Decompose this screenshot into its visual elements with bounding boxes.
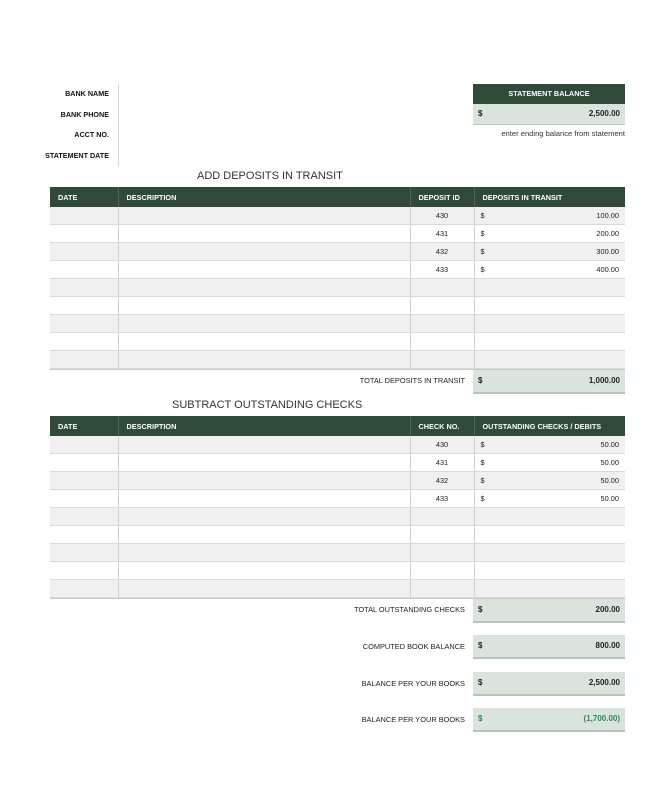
table-row xyxy=(50,562,625,580)
table-row xyxy=(50,225,625,243)
check-description-cell[interactable] xyxy=(118,580,410,598)
table-row xyxy=(50,580,625,598)
check-description-cell[interactable] xyxy=(118,472,410,490)
statement-balance-header: STATEMENT BALANCE xyxy=(473,84,625,104)
check-description-cell[interactable] xyxy=(118,454,410,472)
deposit-id-cell[interactable] xyxy=(410,297,474,315)
check-id-cell[interactable] xyxy=(410,544,474,562)
currency-symbol: $ xyxy=(480,211,485,220)
deposit-description-cell[interactable] xyxy=(118,279,410,297)
deposit-id-cell[interactable] xyxy=(410,315,474,333)
deposit-id-cell[interactable]: 431 xyxy=(410,225,474,243)
balance-per-books-field[interactable] xyxy=(473,672,625,696)
bank-phone-label: BANK PHONE xyxy=(60,109,109,119)
deposit-description-cell[interactable] xyxy=(118,333,410,351)
deposit-date-cell[interactable] xyxy=(50,261,118,279)
statement-balance-note: enter ending balance from statement xyxy=(501,129,625,138)
currency-symbol: $ xyxy=(478,605,483,614)
table-row xyxy=(50,207,625,225)
currency-symbol: $ xyxy=(480,494,485,503)
computed-book-balance-label: COMPUTED BOOK BALANCE xyxy=(362,642,465,651)
check-amount-cell[interactable] xyxy=(474,490,625,508)
deposits-total-field xyxy=(473,370,625,394)
currency-symbol: $ xyxy=(480,247,485,256)
deposit-description-cell[interactable] xyxy=(118,261,410,279)
statement-balance-field[interactable] xyxy=(473,104,625,125)
date-column-header: DATE xyxy=(50,416,118,436)
deposit-id-cell[interactable]: 430 xyxy=(410,207,474,225)
check-amount-cell[interactable] xyxy=(474,472,625,490)
currency-symbol: $ xyxy=(478,678,483,687)
date-column-header: DATE xyxy=(50,187,118,207)
amount-value: 300.00 xyxy=(596,247,619,256)
check-id-cell[interactable] xyxy=(410,562,474,580)
deposit-date-cell[interactable] xyxy=(50,333,118,351)
check-date-cell[interactable] xyxy=(50,544,118,562)
deposit-id-column-header: DEPOSIT ID xyxy=(410,187,474,207)
check-date-cell[interactable] xyxy=(50,436,118,454)
currency-symbol: $ xyxy=(480,476,485,485)
statement-balance-box xyxy=(473,84,625,125)
checks-total-row xyxy=(50,598,625,621)
amount-value: 400.00 xyxy=(596,265,619,274)
deposits-total-value: 1,000.00 xyxy=(588,376,620,385)
table-row xyxy=(50,297,625,315)
deposits-section-title: ADD DEPOSITS IN TRANSIT xyxy=(197,170,343,182)
table-row xyxy=(50,436,625,454)
deposits-in-transit-column-header: DEPOSITS IN TRANSIT xyxy=(474,187,625,207)
currency-symbol: $ xyxy=(478,109,483,118)
deposit-date-cell[interactable] xyxy=(50,207,118,225)
description-column-header: DESCRIPTION xyxy=(118,187,410,207)
check-description-cell[interactable] xyxy=(118,436,410,454)
deposit-date-cell[interactable] xyxy=(50,297,118,315)
deposit-date-cell[interactable] xyxy=(50,315,118,333)
check-date-cell[interactable] xyxy=(50,490,118,508)
currency-symbol: $ xyxy=(478,376,483,385)
check-date-cell[interactable] xyxy=(50,508,118,526)
deposit-amount-cell[interactable] xyxy=(474,243,625,261)
computed-book-balance-value: 800.00 xyxy=(595,641,620,650)
checks-header-row xyxy=(50,416,625,436)
deposit-amount-cell[interactable] xyxy=(474,279,625,297)
check-id-cell[interactable]: 431 xyxy=(410,454,474,472)
check-date-cell[interactable] xyxy=(50,580,118,598)
deposit-id-cell[interactable] xyxy=(410,279,474,297)
check-id-cell[interactable]: 433 xyxy=(410,490,474,508)
statement-balance-value: 2,500.00 xyxy=(588,109,620,118)
table-row xyxy=(50,544,625,562)
difference-row xyxy=(50,708,625,732)
deposit-date-cell[interactable] xyxy=(50,351,118,369)
check-amount-cell[interactable] xyxy=(474,508,625,526)
deposit-date-cell[interactable] xyxy=(50,243,118,261)
table-row xyxy=(50,454,625,472)
check-date-cell[interactable] xyxy=(50,562,118,580)
table-row xyxy=(50,490,625,508)
amount-value: 50.00 xyxy=(600,440,619,449)
computed-book-balance-field xyxy=(473,635,625,659)
deposit-amount-cell[interactable] xyxy=(474,207,625,225)
computed-book-balance-row xyxy=(50,635,625,659)
check-date-cell[interactable] xyxy=(50,472,118,490)
deposit-description-cell[interactable] xyxy=(118,297,410,315)
currency-symbol: $ xyxy=(480,440,485,449)
table-row xyxy=(50,472,625,490)
balance-per-books-row xyxy=(50,672,625,696)
deposit-amount-cell[interactable] xyxy=(474,315,625,333)
check-date-cell[interactable] xyxy=(50,526,118,544)
deposit-description-cell[interactable] xyxy=(118,243,410,261)
currency-symbol: $ xyxy=(480,458,485,467)
currency-symbol: $ xyxy=(480,229,485,238)
deposits-total-row xyxy=(50,369,625,392)
bank-info-labels xyxy=(40,84,119,166)
deposit-id-cell[interactable] xyxy=(410,333,474,351)
check-id-cell[interactable] xyxy=(410,508,474,526)
check-description-cell[interactable] xyxy=(118,490,410,508)
amount-value: 100.00 xyxy=(596,211,619,220)
deposit-description-cell[interactable] xyxy=(118,225,410,243)
check-amount-cell[interactable] xyxy=(474,562,625,580)
table-row xyxy=(50,526,625,544)
check-description-cell[interactable] xyxy=(118,562,410,580)
check-no-column-header: CHECK NO. xyxy=(410,416,474,436)
checks-section-title: SUBTRACT OUTSTANDING CHECKS xyxy=(172,399,363,411)
check-description-cell[interactable] xyxy=(118,544,410,562)
table-row xyxy=(50,508,625,526)
currency-symbol: $ xyxy=(478,714,483,723)
difference-value: (1,700.00) xyxy=(583,714,620,723)
bank-name-label: BANK NAME xyxy=(65,89,109,98)
deposit-description-cell[interactable] xyxy=(118,351,410,369)
deposit-date-cell[interactable] xyxy=(50,279,118,297)
deposit-amount-cell[interactable] xyxy=(474,351,625,369)
balance-per-books-value: 2,500.00 xyxy=(588,678,620,687)
deposits-header-row xyxy=(50,187,625,207)
check-amount-cell[interactable] xyxy=(474,526,625,544)
deposit-description-cell[interactable] xyxy=(118,315,410,333)
check-id-cell[interactable]: 432 xyxy=(410,472,474,490)
check-amount-cell[interactable] xyxy=(474,454,625,472)
amount-value: 50.00 xyxy=(600,494,619,503)
currency-symbol: $ xyxy=(478,641,483,650)
check-id-cell[interactable] xyxy=(410,580,474,598)
deposit-amount-cell[interactable] xyxy=(474,225,625,243)
deposits-total-label: TOTAL DEPOSITS IN TRANSIT xyxy=(359,376,465,385)
check-amount-cell[interactable] xyxy=(474,436,625,454)
table-row xyxy=(50,333,625,351)
table-row xyxy=(50,243,625,261)
deposit-amount-cell[interactable] xyxy=(474,261,625,279)
table-row xyxy=(50,261,625,279)
check-description-cell[interactable] xyxy=(118,526,410,544)
deposit-id-cell[interactable]: 433 xyxy=(410,261,474,279)
amount-value: 50.00 xyxy=(600,458,619,467)
deposit-id-cell[interactable]: 432 xyxy=(410,243,474,261)
checks-total-field xyxy=(473,599,625,623)
deposit-amount-cell[interactable] xyxy=(474,297,625,315)
amount-value: 200.00 xyxy=(596,229,619,238)
check-amount-cell[interactable] xyxy=(474,580,625,598)
deposit-id-cell[interactable] xyxy=(410,351,474,369)
outstanding-checks-column-header: OUTSTANDING CHECKS / DEBITS xyxy=(474,416,625,436)
check-description-cell[interactable] xyxy=(118,508,410,526)
check-date-cell[interactable] xyxy=(50,454,118,472)
table-row xyxy=(50,279,625,297)
deposit-amount-cell[interactable] xyxy=(474,333,625,351)
balance-per-books-label: BALANCE PER YOUR BOOKS xyxy=(361,679,465,688)
check-id-cell[interactable] xyxy=(410,526,474,544)
difference-label: BALANCE PER YOUR BOOKS xyxy=(361,715,465,724)
description-column-header: DESCRIPTION xyxy=(118,416,410,436)
check-id-cell[interactable]: 430 xyxy=(410,436,474,454)
acct-no-label: ACCT NO. xyxy=(74,130,109,139)
deposits-table xyxy=(50,187,625,369)
checks-total-value: 200.00 xyxy=(595,605,620,614)
amount-value: 50.00 xyxy=(600,476,619,485)
deposit-description-cell[interactable] xyxy=(118,207,410,225)
difference-field xyxy=(473,708,625,732)
table-row xyxy=(50,351,625,369)
checks-table xyxy=(50,416,625,598)
table-row xyxy=(50,315,625,333)
deposit-date-cell[interactable] xyxy=(50,225,118,243)
checks-total-label: TOTAL OUTSTANDING CHECKS xyxy=(353,605,465,614)
statement-date-label: STATEMENT DATE xyxy=(45,150,109,160)
check-amount-cell[interactable] xyxy=(474,544,625,562)
currency-symbol: $ xyxy=(480,265,485,274)
